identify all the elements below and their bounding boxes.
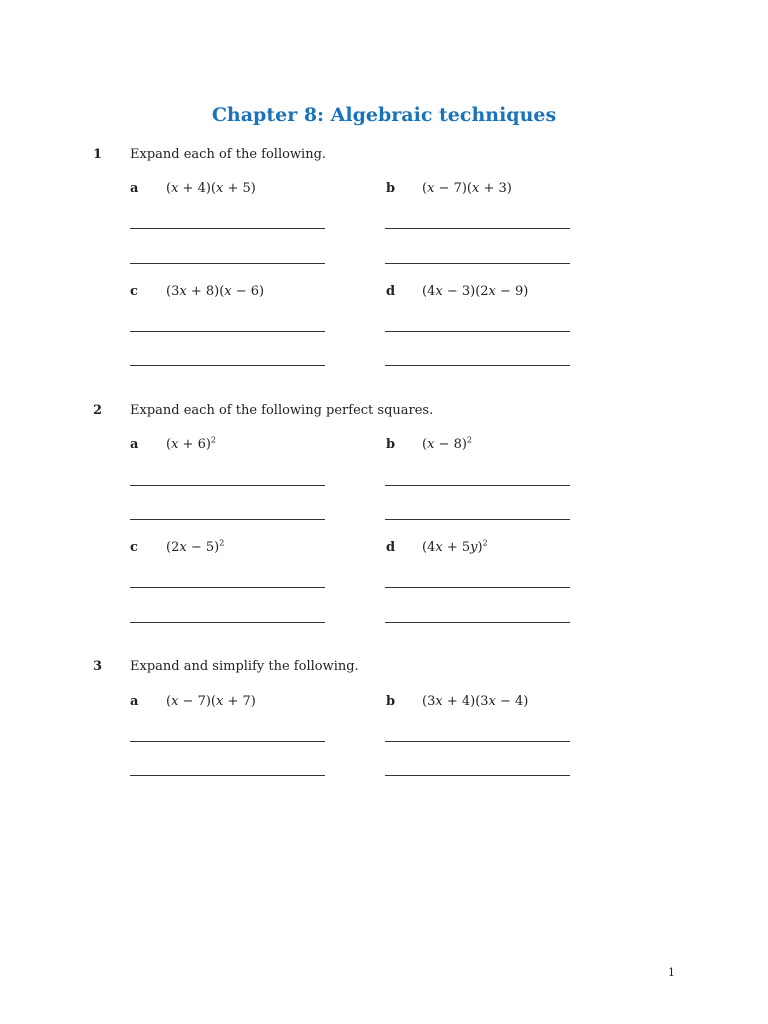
part-label: c (130, 540, 138, 555)
answer-line[interactable] (385, 519, 570, 520)
answer-line[interactable] (130, 365, 325, 366)
part-label: b (386, 181, 396, 196)
part-expression: (x − 7)(x + 7) (166, 694, 256, 709)
part-expression: $(2x - 5)^2$ (166, 538, 225, 555)
answer-line[interactable] (385, 263, 570, 264)
part-label: b (386, 694, 396, 709)
part-label: a (130, 181, 139, 196)
part-label: a (130, 694, 139, 709)
question-number: 3 (93, 659, 103, 674)
part-expression: $(4x + 5y)^2$ (422, 538, 488, 555)
answer-line[interactable] (385, 485, 570, 486)
answer-line[interactable] (130, 263, 325, 264)
answer-line[interactable] (385, 622, 570, 623)
answer-line[interactable] (130, 741, 325, 742)
question-instruction: Expand and simplify the following. (130, 659, 359, 674)
question-number: 2 (93, 403, 103, 418)
answer-line[interactable] (385, 741, 570, 742)
part-label: a (130, 437, 139, 452)
part-label: d (386, 284, 396, 299)
answer-line[interactable] (385, 228, 570, 229)
part-label: b (386, 437, 396, 452)
answer-line[interactable] (385, 587, 570, 588)
answer-line[interactable] (130, 228, 325, 229)
part-expression: (3x + 8)(x − 6) (166, 284, 265, 299)
answer-line[interactable] (385, 775, 570, 776)
question-number: 1 (93, 147, 103, 162)
answer-line[interactable] (130, 775, 325, 776)
part-expression: (4x − 3)(2x − 9) (422, 284, 529, 299)
page-number: 1 (668, 966, 675, 979)
answer-line[interactable] (130, 622, 325, 623)
part-label: d (386, 540, 396, 555)
answer-line[interactable] (385, 365, 570, 366)
answer-line[interactable] (130, 587, 325, 588)
part-expression: (x − 7)(x + 3) (422, 181, 512, 196)
answer-line[interactable] (385, 331, 570, 332)
question-instruction: Expand each of the following. (130, 147, 327, 162)
part-label: c (130, 284, 138, 299)
page-title: Chapter 8: Algebraic techniques (211, 104, 557, 126)
question-instruction: Expand each of the following perfect squares. (130, 403, 434, 418)
answer-line[interactable] (130, 519, 325, 520)
answer-line[interactable] (130, 485, 325, 486)
part-expression: (x + 4)(x + 5) (166, 181, 256, 196)
part-expression: (3x + 4)(3x − 4) (422, 694, 529, 709)
part-expression: $(x + 6)^2$ (166, 435, 217, 452)
part-expression: $(x - 8)^2$ (422, 435, 473, 452)
answer-line[interactable] (130, 331, 325, 332)
